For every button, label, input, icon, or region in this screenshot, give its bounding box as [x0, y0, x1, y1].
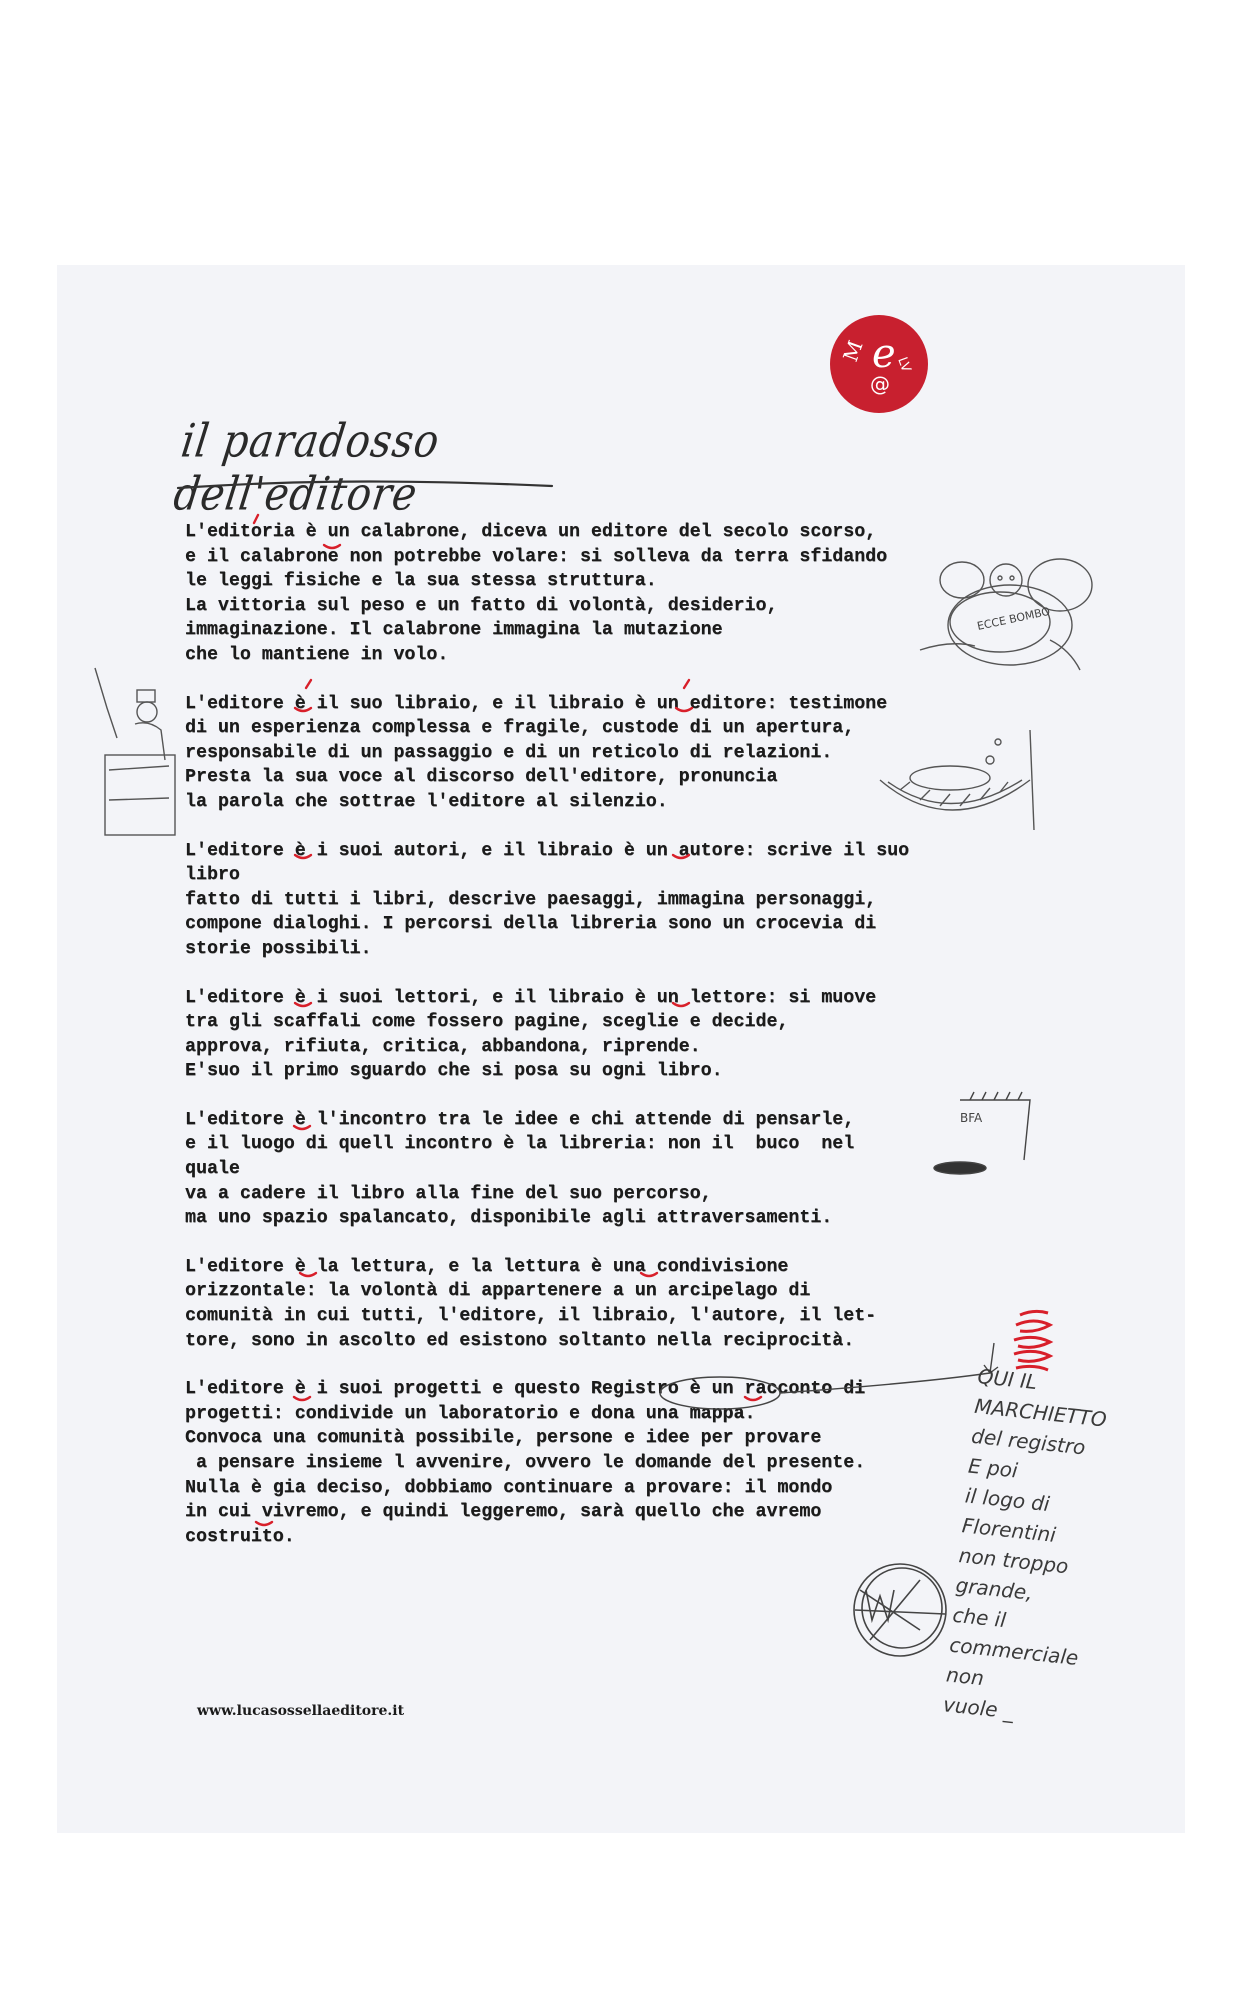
text-line: che lo mantiene in volo.: [185, 644, 449, 665]
website-link[interactable]: www.lucasossellaeditore.it: [197, 1703, 405, 1719]
text-line: L'editore è l'incontro tra le idee e chi attende di pensarle,: [185, 1109, 855, 1130]
text-line: L'editore è i suoi progetti e questo Registro è un racconto di: [185, 1379, 866, 1400]
text-line: di un esperienza complessa e fragile, custode di un apertura,: [185, 718, 855, 739]
text-line: L'editore è i suoi autori, e il libraio è un autore: scrive il suo: [185, 840, 910, 861]
svg-text:@: @: [870, 372, 890, 396]
text-line: in cui vivremo, e quindi leggeremo, sarà quello che avremo: [185, 1502, 822, 1523]
note-line: non: [945, 1662, 986, 1691]
note-line: vuole _: [942, 1692, 1016, 1724]
svg-text:M: M: [838, 337, 868, 365]
text-line: Convoca una comunità possibile, persone e idee per provare: [185, 1428, 822, 1449]
text-line: tore, sono in ascolto ed esistono soltanto nella reciprocità.: [185, 1330, 855, 1351]
text-line: progetti: condivide un laboratorio e dona una mappa.: [185, 1403, 756, 1424]
note-line: che il: [951, 1602, 1008, 1633]
svg-text:LV: LV: [894, 355, 914, 375]
bee-label: ECCE BOMBO: [975, 604, 1052, 633]
handwritten-note: [942, 1361, 1169, 1739]
hole-label: BFA: [960, 1111, 983, 1125]
text-line: immaginazione. Il calabrone immagina la mutazione: [185, 620, 723, 641]
hole-sketch: [930, 1090, 1040, 1180]
text-line: approva, rifiuta, critica, abbandona, riprende.: [185, 1036, 701, 1057]
text-line: a pensare insieme l avvenire, ovvero le domande del presente.: [185, 1453, 866, 1473]
text-line: va a cadere il libro alla fine del suo percorso,: [185, 1183, 712, 1204]
text-line: L'editore è la lettura, e la lettura è una condivisione: [185, 1256, 789, 1277]
text-line: ma uno spazio spalancato, disponibile agli attraversamenti.: [185, 1208, 833, 1229]
text-line: La vittoria sul peso e un fatto di volontà, desiderio,: [185, 595, 778, 616]
text-line: responsabile di un passaggio e di un reticolo di relazioni.: [185, 742, 833, 763]
note-line: E poi: [967, 1453, 1019, 1483]
text-line: e il luogo di quell incontro è la libreria: non il buco nel: [185, 1134, 855, 1155]
text-line: comunità in cui tutti, l'editore, il libraio, l'autore, il let-: [185, 1306, 877, 1327]
text-line: la parola che sottrae l'editore al silenzio.: [185, 791, 668, 812]
text-line: E'suo il primo sguardo che si posa su ogni libro.: [185, 1061, 723, 1082]
bee-sketch: [900, 540, 1130, 720]
text-line: fatto di tutti i libri, descrive paesaggi, immagina personaggi,: [185, 889, 877, 910]
text-line: L'editore è i suoi lettori, e il libraio è un lettore: si muove: [185, 987, 877, 1008]
text-line: le leggi fisiche e la sua stessa struttura.: [185, 571, 657, 592]
title-text: il paradosso dell'editore: [170, 415, 443, 521]
text-line: tra gli scaffali come fossero pagine, sceglie e decide,: [185, 1012, 789, 1033]
text-line: libro: [185, 865, 240, 886]
text-line: L'editoria è un calabrone, diceva un editore del secolo scorso,: [185, 522, 877, 542]
svg-text:e: e: [872, 331, 896, 377]
text-line: e il calabrone non potrebbe volare: si solleva da terra sfidando: [185, 546, 888, 567]
text-line: Presta la sua voce al discorso dell'editore, pronuncia: [185, 767, 778, 788]
note-line: commerciale: [948, 1632, 1080, 1670]
text-line: compone dialoghi. I percorsi della libreria sono un crocevia di: [185, 914, 877, 935]
note-line: Florentini: [960, 1513, 1057, 1547]
text-line: storie possibili.: [185, 938, 372, 959]
text-line: costruito.: [185, 1526, 295, 1547]
text-line: quale: [185, 1159, 240, 1180]
hammock-sketch: [870, 720, 1040, 830]
note-line: QUI IL: [976, 1364, 1039, 1395]
note-line: MARCHIETTO: [973, 1393, 1108, 1432]
arrow-circle-sketch: [600, 1335, 1020, 1435]
note-line: grande,: [954, 1572, 1034, 1605]
note-line: il logo di: [963, 1483, 1051, 1517]
text-line: L'editore è il suo libraio, e il libraio è un editore: testimone: [185, 693, 888, 714]
text-line: orizzontale: la volontà di appartenere a un arcipelago di: [185, 1281, 811, 1302]
note-line: del registro: [970, 1423, 1087, 1460]
text-line: Nulla è gia deciso, dobbiamo continuare a provare: il mondo: [185, 1477, 833, 1498]
podium-sketch: [85, 660, 195, 840]
note-line: non troppo: [957, 1543, 1070, 1579]
